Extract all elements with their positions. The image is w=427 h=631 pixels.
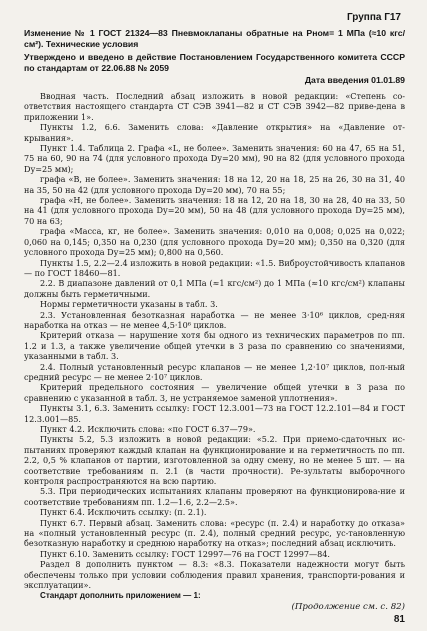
paragraph: Пункт 6.7. Первый абзац. Заменить слова: «ресурс (п. 2.4) и наработку до отказа» на «полный установленный ресурс (п. 2.4), полный средний ресурс, ус-тановленную безотказную наработку и среднюю наработку на отказ»; последний абзац исключить.	[24, 517, 405, 549]
paragraph: Раздел 8 дополнить пунктом — 8.3: «8.3. Показатели надежности могут быть обеспечены только при условии соблюдения правил хранения, транспорти-рования и эксплуатации».	[24, 559, 405, 591]
paragraph: 5.3. При периодических испытаниях клапаны проверяют на функционирова-ние и соответствие требованиям пп. 1.2—1.6, 2.2—2.5».	[24, 486, 405, 507]
paragraph: 2.3. Установленная безотказная наработка — не менее 3·10⁶ циклов, сред-няя наработка на отказ — не менее 4,5·10⁶ циклов.	[24, 309, 405, 330]
paragraph: графа «Н, не более». Заменить значения: 18 на 12, 20 на 18, 30 на 28, 40 на 33, 50 на 41 (для условного прохода Dу=20 мм), 50 на 48 (для условного прохода Dу=25 мм), 70 на 63;	[24, 195, 405, 226]
approval-line: Утверждено и введено в действие Постановлением Государственного комитета СССР по стандартам от 22.06.88 № 2059	[24, 52, 405, 73]
paragraph: 2.4. Полный установленный ресурс клапанов — не менее 1,2·10⁷ циклов, пол-ный средний ресурс — не менее 2·10⁷ циклов.	[24, 361, 405, 382]
paragraph: Нормы герметичности указаны в табл. 3.	[40, 299, 218, 310]
group-label: Группа Г17	[346, 12, 401, 23]
paragraph: Пункты 5.2, 5.3 изложить в новой редакции: «5.2. При приемо-сдаточных ис-пытаниях проверяют каждый клапан на функционирование и на герметичность по пп. 2.2, 0,5 % клапанов от партии, изготовленной за одну смену, но не менее 5 шт. — на соответствие требованиям п. 2.1 (в части прочности). Ре-зультаты выборочного контроля распространяются на всю партию.	[24, 434, 405, 487]
paragraph: Пункты 3.1, 6.3. Заменить ссылку: ГОСТ 12.3.001—73 на ГОСТ 12.2.101—84 и ГОСТ 12.3.001—85.	[24, 403, 405, 424]
paragraph: Критерий отказа — нарушение хотя бы одного из технических параметров по пп. 1.2 и 1.3, а также увеличение общей утечки в 3 раза по сравнению со значениями, указанными в табл. 3.	[24, 330, 405, 362]
paragraph: Пункты 1.5, 2.2—2.4 изложить в новой редакции: «1.5. Виброустойчивость клапанов — по ГОСТ 18460—81.	[24, 257, 405, 278]
paragraph: Вводная часть. Последний абзац изложить в новой редакции: «Степень со-ответствия настоящего стандарта СТ СЭВ 3941—82 и СТ СЭВ 3942—82 приве-дена в приложении 1».	[24, 91, 405, 122]
change-title: Изменение № 1 ГОСТ 21324—83 Пневмоклапаны обратные на Pном= 1 МПа (≈10 кгс/см²). Технические условия	[24, 28, 405, 49]
paragraph: графа «В, не более». Заменить значения: 18 на 12, 20 на 18, 25 на 26, 30 на 31, 40 на 35, 50 на 42 (для условного прохода Dу=20 мм), 70 на 55;	[24, 174, 405, 195]
paragraph: Пункты 1.2, 6.6. Заменить слова: «Давление открытия» на «Давление от-крывания».	[24, 122, 405, 143]
document-body	[24, 91, 405, 601]
effective-date: Дата введения 01.01.89	[304, 75, 405, 85]
page-number: 81	[393, 613, 405, 625]
paragraph: Пункт 6.10. Заменить ссылку: ГОСТ 12997—76 на ГОСТ 12997—84.	[40, 548, 330, 559]
paragraph: Пункт 1.4. Таблица 2. Графа «L, не более». Заменить значения: 60 на 47, 65 на 51, 75 на 60, 90 на 74 (для условного прохода Dу=20 мм), 90 на 82 (для условного прохода Dу=25 мм);	[24, 143, 405, 174]
paragraph: Пункт 6.4. Исключить ссылку: (п. 2.1).	[40, 507, 207, 518]
paragraph: 2.2. В диапазоне давлений от 0,1 МПа (≈1 кгс/см²) до 1 МПа (≈10 кгс/см²) клапаны должны быть герметичными.	[24, 278, 405, 299]
paragraph: Пункт 4.2. Исключить слова: «по ГОСТ 6.37—79».	[40, 424, 256, 434]
paragraph: Критерий предельного состояния — увеличение общей утечки в 3 раза по сравнению с указанной в табл. 3, не устраняемое заменой уплотнения».	[24, 382, 405, 403]
paragraph: графа «Масса, кг, не более». Заменить значения: 0,010 на 0,008; 0,025 на 0,022; 0,060 на 0,145; 0,350 на 0,230 (для условного прохода Dу=20 мм); 0,350 на 0,320 (для условного прохода Dу=25 мм); 0,800 на 0,560.	[24, 226, 405, 258]
continuation-note: (Продолжение см. с. 82)	[291, 601, 405, 612]
appendix-line: Стандарт дополнить приложением — 1:	[40, 590, 201, 600]
